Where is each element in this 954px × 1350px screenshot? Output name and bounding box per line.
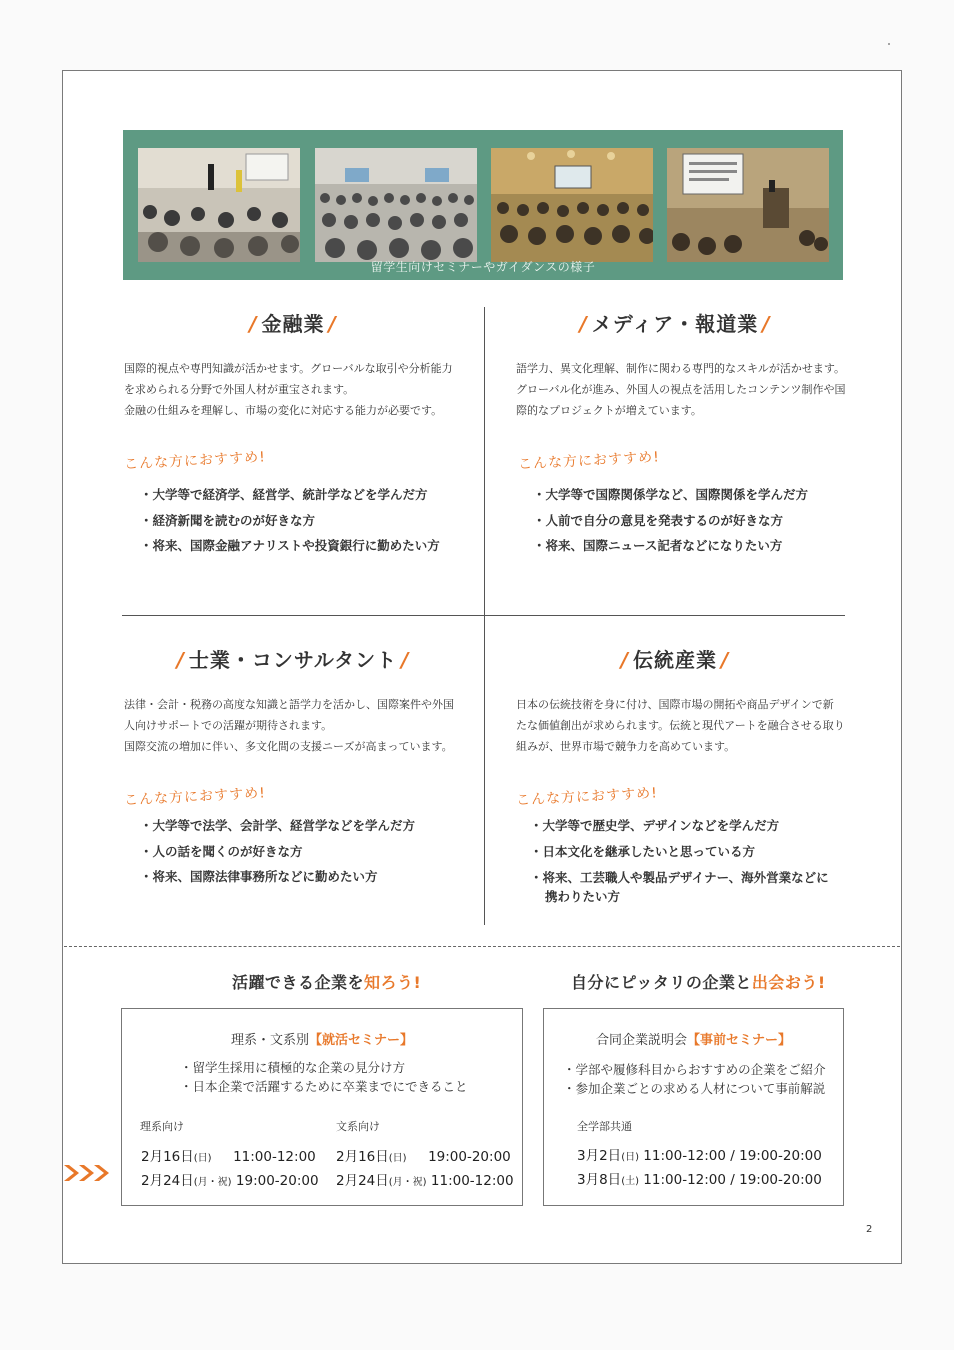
bullet-list-consulting: [140, 813, 415, 890]
list-item: ・ 大学等で経済学、経営学、統計学などを学んだ方: [140, 482, 440, 508]
schedule-all-1: 3月2日(日) 11:00-12:00 / 19:00-20:00: [577, 1148, 822, 1164]
section-desc-consulting: 法律・会計・税務の高度な知識と語学力を活かし、国際案件や外国 人向けサポートでの活躍が期待されます。 国際交流の増加に伴い、多文化間の支援ニーズが高まっています。: [124, 698, 454, 753]
list-item: ・ 大学等で歴史学、デザインなどを学んだ方: [530, 813, 835, 839]
heading-know-companies: 活躍できる企業を知ろう!: [232, 973, 422, 992]
section-title-consulting: / 士業・コンサルタント /: [176, 648, 410, 672]
section-title-media: / メディア・報道業 /: [579, 312, 771, 336]
seminar-photo-4: [667, 148, 829, 262]
section-desc-traditional: 日本の伝統技術を身に付け、国際市場の開拓や商品デザインで新 たな価値創出が求められます。伝統と現代アートを融合させる取り 組みが、世界市場で競争力を高めています。: [516, 698, 845, 753]
label-humanities: 文系向け: [336, 1120, 380, 1133]
section-title-finance: / 金融業 /: [249, 312, 337, 336]
schedule-science-1: 2月16日(日) 11:00-12:00: [141, 1149, 316, 1165]
section-title-traditional: / 伝統産業 /: [620, 648, 730, 672]
seminar-photo-3: [491, 148, 653, 262]
recommend-label-consulting: こんな方におすすめ!: [123, 785, 267, 809]
heading-meet-companies: 自分にピッタリの企業と出会おう!: [571, 973, 826, 992]
recommend-label-media: こんな方におすすめ!: [517, 449, 661, 473]
photo-caption: 留学生向けセミナーやガイダンスの様子: [370, 260, 596, 274]
list-item: ・ 大学等で法学、会計学、経営学などを学んだ方: [140, 813, 415, 839]
list-item: ・ 留学生採用に積極的な企業の見分け方: [180, 1058, 468, 1077]
list-item: ・ 将来、国際ニュース記者などになりたい方: [533, 533, 808, 559]
list-item: ・ 人の話を聞くのが好きな方: [140, 839, 415, 865]
label-all-faculties: 全学部共通: [577, 1120, 632, 1133]
bullet-list-finance: [140, 482, 440, 559]
section-desc-media: 語学力、異文化理解、制作に関わる専門的なスキルが活かせます。 グローバル化が進み、外国人の視点を活用したコンテンツ制作や国 際的なプロジェクトが増えています。: [516, 362, 846, 417]
divider-vertical-top: [484, 307, 485, 615]
list-item: ・ 日本文化を継承したいと思っている方: [530, 839, 835, 865]
list-item: ・ 大学等で国際関係学など、国際関係を学んだ方: [533, 482, 808, 508]
page-number: 2: [866, 1224, 873, 1235]
divider-horizontal: [122, 615, 845, 616]
seminar-photo-1: [138, 148, 300, 262]
box-title-job-hunting: 理系・文系別【就活セミナー】: [230, 1033, 414, 1048]
seminar-photo-2: [315, 148, 477, 262]
box-items-job-hunting: [180, 1058, 468, 1096]
schedule-humanities-1: 2月16日(日) 19:00-20:00: [336, 1149, 511, 1165]
chevron-arrows-icon: [62, 1162, 116, 1184]
seminar-box-job-hunting: [121, 1008, 523, 1206]
section-desc-finance: 国際的視点や専門知識が活かせます。グローバルな取引や分析能力 を求められる分野で外国人材が重宝されます。 金融の仕組みを理解し、市場の変化に対応する能力が必要です。: [124, 362, 453, 417]
list-item: ・ 将来、工芸職人や製品デザイナー、海外営業などに携わりたい方: [530, 868, 835, 906]
label-science: 理系向け: [140, 1120, 184, 1133]
bullet-list-traditional: [530, 813, 835, 906]
divider-dashed: [64, 946, 900, 947]
list-item: ・ 人前で自分の意見を発表するのが好きな方: [533, 508, 808, 534]
divider-vertical-bottom: [484, 615, 485, 925]
list-item: ・ 日本企業で活躍するために卒業までにできること: [180, 1077, 468, 1096]
recommend-label-finance: こんな方におすすめ!: [123, 449, 267, 473]
list-item: ・ 将来、国際法律事務所などに勤めたい方: [140, 864, 415, 890]
schedule-science-2: 2月24日(月・祝) 19:00-20:00: [141, 1173, 319, 1189]
photo-strip: [123, 130, 843, 280]
list-item: ・ 参加企業ごとの求める人材について事前解説: [563, 1079, 826, 1098]
seminar-box-company-fair: [543, 1008, 844, 1206]
scan-speck: [888, 43, 890, 45]
list-item: ・ 将来、国際金融アナリストや投資銀行に勤めたい方: [140, 533, 440, 559]
box-title-company-fair: 合同企業説明会【事前セミナー】: [595, 1033, 792, 1048]
list-item: ・ 経済新聞を読むのが好きな方: [140, 508, 440, 534]
list-item: ・ 学部や履修科目からおすすめの企業をご紹介: [563, 1060, 826, 1079]
recommend-label-traditional: こんな方におすすめ!: [515, 785, 659, 809]
bullet-list-media: [533, 482, 808, 559]
box-items-company-fair: [563, 1060, 826, 1098]
schedule-all-2: 3月8日(土) 11:00-12:00 / 19:00-20:00: [577, 1172, 822, 1188]
schedule-humanities-2: 2月24日(月・祝) 11:00-12:00: [336, 1173, 514, 1189]
